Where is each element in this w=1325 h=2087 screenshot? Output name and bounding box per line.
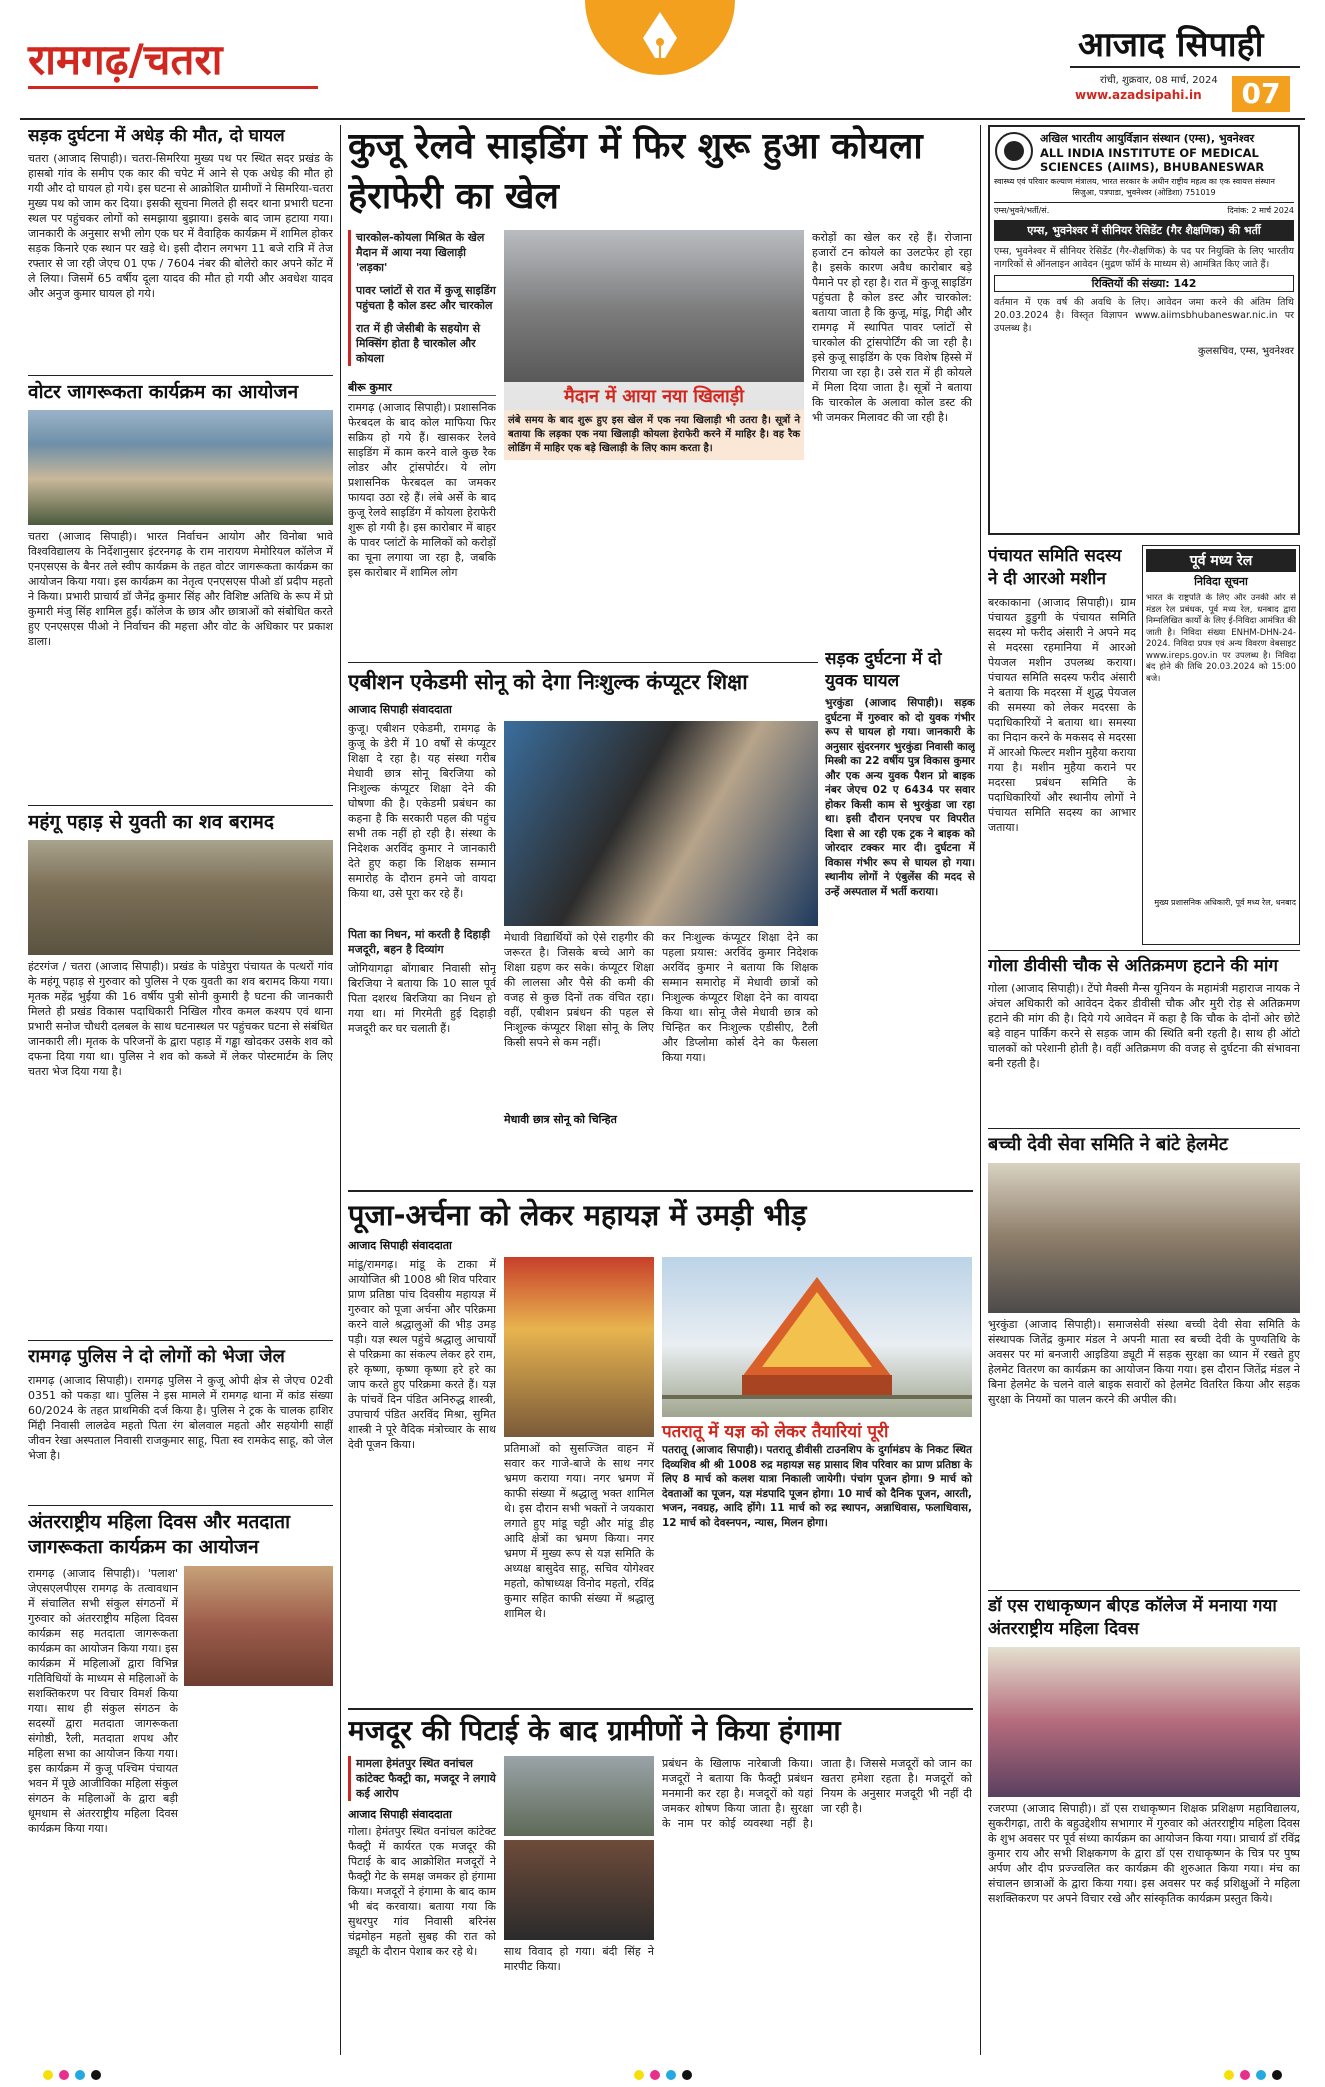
photo-voter-rally — [28, 410, 333, 525]
divider — [348, 1708, 973, 1710]
ad-org-hindi: अखिल भारतीय आयुर्विज्ञान संस्थान (एम्स), भुवनेश्वर — [1040, 132, 1255, 145]
byline: आजाद सिपाही संवाददाता — [348, 703, 452, 716]
article-body: रजरप्पा (आजाद सिपाही)। डॉ एस राधाकृष्णन शिक्षक प्रशिक्षण महाविद्यालय, सुकरीगढ़ा, तारी के बहुउद्देशीय सभागार में गुरुवार को अंतरराष्ट्रीय महिला दिवस के शुभ अवसर पर पूर्व संध्या कार्यक्रम का आयोजन किया गया। प्राचार्य डॉ रविंद्र कुमार राय और सभी शिक्षकगण के द्वारा डॉ एस राधाकृष्णन के चित्र पर पुष्प अर्पण और दीप प्रज्ज्वलित कर कार्यक्रम की शुरुआत किया गया। मंच का संचालन छात्राओं के द्वारा किया गया। इस अवसर पर कई प्रशिक्षुओं ने महिला सशक्तिकरण पर अपने विचार रखे और सांस्कृतिक कार्यक्रम प्रस्तुत किये। — [988, 1802, 1300, 1905]
tender-subtitle: निविदा सूचना — [1194, 575, 1248, 588]
divider — [348, 1190, 973, 1192]
headline: अंतरराष्ट्रीय महिला दिवस और मतदाता जागरूकता कार्यक्रम का आयोजन — [28, 1511, 291, 1558]
photo-pandal — [662, 1257, 972, 1417]
headline: रामगढ़ पुलिस ने दो लोगों को भेजा जेल — [28, 1346, 285, 1367]
ad-sign: कुलसचिव, एम्स, भुवनेश्वर — [1197, 346, 1294, 357]
article-voter-awareness — [28, 380, 333, 805]
ad-address: सिजुआ, पत्रपाडा, भुवनेश्वर (ओडिशा) 751019 — [1072, 188, 1216, 197]
article-body-3: मेधावी विद्यार्थियों को ऐसे राहगीर की जरूरत है। जिसके बच्चे आगे का शिक्षा ग्रहण कर सके। कंप्यूटर शिक्षा की लालसा और पैसे की कमी की वजह से कुछ दिनों तक वंचित रहा। वहीं, एबीशन प्रबंधन की पहल से निःशुल्क कंप्यूटर शिक्षा सोनू के लिए किसी सपने से कम नहीं। — [504, 931, 654, 1049]
highlight-3: रात में ही जेसीबी के सहयोग से मिक्सिंग होता है चारकोल और कोयला — [356, 322, 481, 365]
headline: डॉ एस राधाकृष्णन बीएड कॉलेज में मनाया गया अंतरराष्ट्रीय महिला दिवस — [988, 1596, 1277, 1639]
highlight: मामला हेमंतपुर स्थित वनांचल कांटेक्ट फैक्ट्री का, मजदूर ने लगाये कई आरोप — [348, 1756, 496, 1801]
article-body: रामगढ़ (आजाद सिपाही)। 'पलाश' जेएसएलपीएस रामगढ़ के तत्वावधान में संचालित सभी संकुल संगठनों में गुरुवार को अंतरराष्ट्रीय महिला दिवस कार्यक्रम सह मतदाता जागरूकता कार्यक्रम का आयोजन किया गया। इस कार्यक्रम में महिलाओं द्वारा विभिन्न गतिविधियों के माध्यम से महिलाओं के सशक्तिकरण पर विचार विमर्श किया गया। साथ ही संकुल संगठन के सदस्यों द्वारा मतदाता जागरूकता संगोष्ठी, रैली, मतदाता शपथ और महिला सभा का आयोजन किया गया। इस कार्यक्रम में कुजू पश्चिम पंचायत भवन में पूछे आजीविका महिला संकुल संगठन के महिलाओं के द्वारा बड़ी धूमधाम से अंतरराष्ट्रीय महिला दिवस कार्यक्रम किया गया। — [28, 1567, 178, 1835]
article-body: मांडू/रामगढ़। मांडू के टाका में आयोजित श्री 1008 श्री शिव परिवार प्राण प्रतिष्ठा पांच दिवसीय महायज्ञ में गुरुवार को पूजा अर्चना और परिक्रमा करने वाले श्रद्धालुओं की भीड़ उमड़ पड़ी। यज्ञ स्थल पहुंचे श्रद्धालु आचार्यों से परिक्रमा का संकल्प लेकर हरे राम, हरे कृष्णा, कृष्णा कृष्णा हरे हरे का जाप करते हुए परिक्रमा करते हैं। यज्ञ के पांचवें दिन पंडित अनिरुद्ध शास्त्री, उपाचार्य पंडित अरविंद मिश्रा, सुमित शास्त्री ने पूरे वैदिक मंत्रोच्चार के साथ देवी पूजन किया। — [348, 1258, 496, 1451]
highlight-1: चारकोल-कोयला मिश्रित के खेल मैदान में आया नया खिलाड़ी 'लड़का' — [356, 231, 485, 274]
article-body-cont: करोड़ों का खेल कर रहे हैं। रोजाना हजारों टन कोयले का उलटफेर हो रहा है। इसके कारण अवैध कारोबार बड़े पैमाने पर हो रहा है। रात में कुजू साइडिंग पहुंचता है कोल डस्ट और चारकोल: बताया जाता है कि कुजू, मांडू, गिद्दी और रामगढ़ में स्थापित पावर प्लांटों से चारकोल की ट्रांसपोर्टिंग की जा रही है। इसे कुजू साइडिंग के एक विशेष हिस्से में गिराया जा रहा है। उसे रात में ही कोयले में मिला दिया जाता है। सूत्रों ने बताया कि चारकोल के अलावा कोल डस्ट की भी जमकर मिलावट की जा रही है। — [812, 231, 972, 424]
photo-helmet-distribution — [988, 1163, 1300, 1313]
ad-body: एम्स, भुवनेश्वर में सीनियर रेसिडेंट (गैर-शैक्षणिक) के पद पर नियुक्ति के लिए भारतीय नागरिकों से ऑनलाइन आवेदन (मुद्रण फॉर्म के माध्यम से) आमंत्रित किए जाते हैं। — [994, 246, 1294, 270]
section-underline — [28, 86, 318, 89]
page-number: 07 — [1232, 76, 1290, 112]
divider — [348, 662, 818, 663]
ad-railway-tender — [1142, 545, 1300, 945]
article-body: भुरकुंडा (आजाद सिपाही)। समाजसेवी संस्था बच्ची देवी सेवा समिति के संस्थापक जितेंद्र कुमार मंडल ने अपनी माता स्व बच्ची देवी के पुण्यतिथि के अवसर पर मां बनजारी आइडिया ड्यूटी में सड़क सुरक्षा का ध्यान में रखते हुए हेलमेट वितरण का कार्यक्रम का आयोजन किया गया। इस दौरान जितेंद्र मंडल ने बिना हेलमेट के चलने वाले बाइक सवारों को हेलमेट वितरित किया और सड़क सुरक्षा के नियमों का पालन करने की अपील की। — [988, 1318, 1300, 1406]
ad-date: दिनांक: 2 मार्च 2024 — [1227, 206, 1294, 215]
byline: आजाद सिपाही संवाददाता — [348, 1808, 452, 1821]
ad-aiims — [988, 125, 1300, 535]
paper-name: आजाद सिपाही — [1078, 25, 1264, 65]
tender-body: भारत के राष्ट्रपति के लिए और उनकी ओर से मंडल रेल प्रबंधक, पूर्व मध्य रेल, धनबाद द्वारा निम्नलिखित कार्यों के लिए ई-निविदा आमंत्रित की जाती है। निविदा संख्या ENHM-DHN-24-2024. निविदा प्रपत्र एवं अन्य विवरण वेबसाइट www.ireps.gov.in पर उपलब्ध है। निविदा बंद होने की तिथि 20.03.2024 को 15:00 बजे। — [1146, 593, 1296, 684]
headline: सड़क दुर्घटना में दो युवक घायल — [825, 649, 942, 691]
photo-student-certificate — [504, 721, 818, 926]
article-encroachment — [988, 955, 1300, 1125]
photo-coal-pile — [504, 230, 804, 410]
divider — [988, 1128, 1300, 1129]
byline: बीरू कुमार — [348, 380, 496, 396]
article-body: चतरा (आजाद सिपाही)। चतरा-सिमरिया मुख्य पथ पर स्थित सदर प्रखंड के हासबो गांव के समीप एक कार की चपेट में आने से एक अधेड़ की मौत हो गयी और दो घायल हो गये। इस घटना से आक्रोशित ग्रामीणों ने सिमरिया-चतरा मुख्य पथ को जाम कर दिया। इसकी सूचना मिलते ही सदर थाना प्रभारी घटना स्थल पर पहुंचकर लोगों को समझाया बुझाया। इसके बाद जाम हटाया गया। जानकारी के अनुसार सभी लोग एक घर में वैवाहिक कार्यक्रम में शामिल होकर सड़क किनारे एक स्थान पर खड़े थे। इसी दौरान लगभग 11 बजे रात्रि में तेज रफ्तार से जा रही जेएच 01 एफ / 7604 नंबर की बोलेरो कार अपने कोंट में ले लिया। जिसमें 65 वर्षीय दूला यादव की मौत हो गयी और अवधेश यादव और अनुज कुमार घायल हो गये। — [28, 152, 333, 300]
tender-title: पूर्व मध्य रेल — [1146, 549, 1296, 572]
headline: पंचायत समिति सदस्य ने दी आरओ मशीन — [988, 546, 1122, 589]
photo-caption: मेधावी छात्र सोनू को चिन्हित — [504, 1113, 617, 1126]
article-helmet — [988, 1133, 1300, 1588]
divider — [988, 1590, 1300, 1591]
headline: महंगू पहाड़ से युवती का शव बरामद — [28, 811, 274, 833]
color-registration-marks — [40, 2065, 1285, 2081]
article-computer-education — [348, 668, 818, 1188]
headline: बच्ची देवी सेवा समिति ने बांटे हेलमेट — [988, 1134, 1228, 1155]
subarticle-headline: पतरातू में यज्ञ को लेकर तैयारियां पूरी — [662, 1422, 889, 1442]
column-rule-1 — [340, 125, 341, 2055]
headline: एबीशन एकेडमी सोनू को देगा निःशुल्क कंप्यूटर शिक्षा — [348, 670, 748, 694]
article-police-jail — [28, 1345, 333, 1505]
headline: पूजा-अर्चना को लेकर महायज्ञ में उमड़ी भीड़ — [348, 1198, 807, 1232]
article-labour-protest — [348, 1712, 973, 2057]
divider — [28, 805, 333, 806]
article-accident-2 — [825, 648, 975, 1188]
ad-subtitle: स्वास्थ्य एवं परिवार कल्याण मंत्रालय, भारत सरकार के अधीन राष्ट्रीय महत्व का एक स्वायत्त संस्थान — [994, 177, 1275, 186]
article-body: बरकाकाना (आजाद सिपाही)। ग्राम पंचायत डुडुगी के पंचायत समिति सदस्य मो फरीद अंसारी ने अपने मद से मदरसा रहमानिया में आरओ पेयजल मशीन उपलब्ध कराया। पंचायत समिति सदस्य फरीद अंसारी ने बताया कि मदरसा में शुद्ध पेयजल की समस्या को लेकर मदरसा के पदाधिकारियों ने बताया था। समस्या का निदान करने के मकसद से मदरसा में आरओ फिल्टर मशीन मुहैया कराया गया है। मशीन मुहैया कराने पर मदरसा प्रबंधन समिति के पदाधिकारियों और स्थानीय लोगों ने पंचायत समिति सदस्य का आभार जताया। — [988, 596, 1136, 834]
tender-footer: मुख्य प्रशासनिक अधिकारी, पूर्व मध्य रेल, धनबाद — [1154, 898, 1296, 907]
article-ro-machine — [988, 545, 1136, 945]
article-body-2: प्रबंधन के खिलाफ नारेबाजी किया। मजदूरों ने बताया कि फैक्ट्री प्रबंधन मनमानी कर रहा है। मजदूरों को यहां जमकर शोषण किया जाता है। सुरक्षा के नाम पर कोई व्यवस्था नहीं है। जाता है। जिससे मजदूरों को जान का खतरा हमेशा रहता है। मजदूरों को नियम के अनुसार मजदूरी भी नहीं दी जा रही है। — [662, 1757, 972, 1830]
article-body: गोला। हेमंतपुर स्थित वनांचल कांटेक्ट फैक्ट्री में कार्यरत एक मजदूर की पिटाई के बाद आक्रोशित मजदूरों ने फैक्ट्री गेट के समक्ष जमकर हो हंगामा किया। मजदूरों ने हंगामा के बाद काम भी बंद करवाया। बताया गया कि सुथरपुर गांव निवासी बरिनंस चंद्रमोहन महतो सुबह की रात को ड्यूटी के दौरान पेशाब कर रहे थे। — [348, 1825, 496, 1958]
website[interactable]: www.azadsipahi.in — [1075, 88, 1202, 102]
divider — [988, 950, 1300, 951]
ad-ref: एम्स/भुवने/भर्ती/सं. — [994, 206, 1050, 215]
headline: सड़क दुर्घटना में अधेड़ की मौत, दो घायल — [28, 126, 285, 146]
headline: गोला डीवीसी चौक से अतिक्रमण हटाने की मांग — [988, 956, 1278, 976]
photo-women-group — [184, 1566, 333, 1686]
aiims-logo-icon — [994, 131, 1034, 171]
photo-devotees — [504, 1257, 654, 1437]
column-rule-2 — [980, 125, 981, 2055]
article-body: गोला (आजाद सिपाही)। टेंपो मैक्सी मैन्स यूनियन के महामंत्री महाराज नायक ने अंचल अधिकारी को आवेदन देकर डीवीसी चौक और मुरी रोड़ से अतिक्रमण हटाने की मांग की है। दिये गये आवेदन में कहा है कि चौक के दोनों ओर छोटे बड़े वाहन पार्किंग करने से सड़क जाम की स्थिति बनी रहती है। साथ ही ऑटो चालकों को परेशानी होती है। वहीं अतिक्रमण की वजह से दुर्घटना की संभावना बनी रहती है। — [988, 982, 1300, 1070]
ad-more: वर्तमान में एक वर्ष की अवधि के लिए। आवेदन जमा करने की अंतिम तिथि 20.03.2024 है। विस्तृत विज्ञापन www.aiimsbhubaneswar.nic.in पर उपलब्ध है। — [994, 297, 1294, 334]
subarticle-body: पतरातू (आजाद सिपाही)। पतरातू डीवीसी टाउनशिप के दुर्गामंडप के निकट स्थित दिव्यशिव श्री श्री 1008 रुद्र महायज्ञ सह प्रासाद शिव परिवार का प्राण प्रतिष्ठा के लिए 8 मार्च को कलश यात्रा निकाली जायेगी। पंचांग पूजन होगा। 9 मार्च को देवताओं का पूजन, यज्ञ मंडपादि पूजन होगा। 10 मार्च को दैनिक पूजन, आरती, भजन, नवग्रह, आदि होंगे। 11 मार्च को रुद्र स्थापन, अन्नाधिवास, फलाधिवास, 12 मार्च को देवस्नपन, न्यास, मिलन होगा। — [662, 1444, 972, 1529]
article-body-4: कर निःशुल्क कंप्यूटर शिक्षा देने का पहला प्रयास: अरविंद कुमार निदेशक अरविंद कुमार ने बताया कि शिक्षक सम्मान समारोह में मेधावी छात्रों को निःशुल्क कंप्यूटर शिक्षा देने का वायदा किया था। सोनू जैसे मेधावी छात्र को चिन्हित कर निःशुल्क एडीसीए, टैली और डिप्लोमा कोर्स देने का फैसला किया गया। — [662, 931, 818, 1064]
masthead — [0, 0, 1325, 118]
article-body-2: प्रतिमाओं को सुसज्जित वाहन में सवार कर गाजे-बाजे के साथ नगर भ्रमण कराया गया। नगर भ्रमण में काफी संख्या में श्रद्धालु भक्त शामिल थे। इस दौरान सभी भक्तों ने जयकारा लगाते हुए मांडू चट्टी और मांडू डीह आदि क्षेत्रों का भ्रमण किया। नगर भ्रमण में मुख्य रूप से यज्ञ समिति के अध्यक्ष बासुदेव साहू, सचिव योगेश्वर महतो, कोषाध्यक्ष विनोद महतो, रविंद्र कुमार सहित काफी संख्या में श्रद्धालु शामिल थे। — [504, 1442, 654, 1620]
header-rule — [1070, 66, 1300, 68]
article-mahayagya — [348, 1196, 973, 1706]
article-body: कुजू। एबीशन एकेडमी, रामगढ़ के कुजू के डेरी में 10 वर्षों से कंप्यूटर शिक्षा दे रहा है। यह संस्था गरीब मेधावी छात्र सोनू बिरजिया को निःशुल्क कंप्यूटर शिक्षा देने की घोषणा की है। एकेडमी प्रबंधन का कहना है कि सरकारी पहल की पहुंच सभी तक नहीं हो रही है। संस्था के निदेशक अरविंद कुमार ने जानकारी देते हुए कहा कि शिक्षक सम्मान समारोह के दौरान हमने जो वायदा किया था, उसे पूरा कर रहे हैं। — [348, 722, 496, 900]
byline: आजाद सिपाही संवाददाता — [348, 1239, 452, 1252]
article-body-found — [28, 810, 333, 1340]
photo-caption: लंबे समय के बाद शुरू हुए इस खेल में एक नया खिलाड़ी भी उतरा है। सूत्रों ने बताया कि लड़का एक नया खिलाड़ी कोयला हेराफेरी करने में माहिर है। वह रैक लोडिंग में माहिर एक बड़े खिलाड़ी के लिए काम करता है। — [504, 410, 804, 460]
headline: वोटर जागरूकता कार्यक्रम का आयोजन — [28, 381, 299, 403]
headline: मजदूर की पिटाई के बाद ग्रामीणों ने किया हंगामा — [348, 1714, 841, 1747]
headline: कुजू रेलवे साइडिंग में फिर शुरू हुआ कोयला हेराफेरी का खेल — [348, 126, 923, 217]
top-rule — [20, 118, 1305, 120]
divider — [28, 1340, 333, 1341]
article-body: चतरा (आजाद सिपाही)। भारत निर्वाचन आयोग और विनोबा भावे विश्वविद्यालय के निर्देशानुसार इंटरनगढ़ के राम नारायण मेमोरियल कॉलेज में एनएसएस के बैनर तले स्वीप कार्यक्रम के तहत वोटर जागरूकता कार्यक्रम का आयोजन किया गया। इस कार्यक्रम का नेतृत्व एनएसएस पीओ डॉ प्रदीप महतो ने किया। प्रभारी प्राचार्य डॉ जैनेंद्र कुमार सिंह और विशिष्ट अतिथि के रूप में प्रो कुमारी मंजु सिंह शामिल हुईं। कॉलेज के छात्र और छात्राओं को संबोधित करते हुए एनएसएस पीओ ने निर्वाचन की महत्ता और वोट के अधिकार पर प्रकाश डाला। — [28, 530, 333, 648]
photo-worker — [504, 1840, 654, 1940]
photo-caption-title: मैदान में आया नया खिलाड़ी — [504, 382, 804, 410]
ad-heading: एम्स, भुवनेश्वर में सीनियर रेसिडेंट (गैर शैक्षणिक) की भर्ती — [994, 220, 1294, 241]
article-body-2: जोगियागढ़ा बोंगाबार निवासी सोनू बिरजिया ने बताया कि 10 साल पूर्व पिता दशरथ बिरजिया का निधन हो गया था। मां गिरमेती हुई दिहाड़ी मजदूरी कर घर चलाती हैं। — [348, 962, 496, 1035]
article-womens-day-2 — [988, 1595, 1300, 2055]
article-accident-1 — [28, 125, 333, 375]
article-body: भुरकुंडा (आजाद सिपाही)। सड़क दुर्घटना में गुरुवार को दो युवक गंभीर रूप से घायल हो गया। जानकारी के अनुसार सुंदरनगर भुरकुंडा निवासी कालू मिस्त्री का 22 वर्षीय पुत्र विकास कुमार और एक अन्य युवक पैशन प्रो बाइक नंबर जेएच 02 ए 6434 पर सवार होकर किसी काम से भुरकुंडा जा रहा था। इसी दौरान एनएच पर विपरीत दिशा से आ रही एक ट्रक ने बाइक को जोरदार टक्कर मार दी। दुर्घटना में विकास गंभीर रूप से घायल हो गया। स्थानीय लोगों ने एंबुलेंस की मदद से उन्हें अस्पताल में भर्ती कराया। — [825, 697, 975, 898]
section-title: रामगढ़/चतरा — [28, 35, 223, 84]
highlight-list — [348, 230, 496, 366]
photo-college-group — [988, 1647, 1300, 1797]
highlight-2: पावर प्लांटों से रात में कुजू साइडिंग पहुंचता है कोल डस्ट और चारकोल — [356, 284, 496, 312]
photo-crowd — [504, 1756, 654, 1836]
photo-caption: साथ विवाद हो गया। बंदी सिंह ने मारपीट किया। — [504, 1945, 654, 1973]
divider — [28, 375, 333, 376]
article-coal-siding — [348, 122, 973, 662]
date-line: रांची, शुक्रवार, 08 मार्च, 2024 — [1100, 75, 1218, 86]
article-body: रामगढ़ (आजाद सिपाही)। रामगढ़ पुलिस ने कुजू ओपी क्षेत्र से जेएच 02वी 0351 को पकड़ा था। पुलिस ने इस मामले में रामगढ़ थाना में कांड संख्या 60/2024 के तहत प्राथमिकी दर्ज किया है। पुलिस ने ट्रक के चालक हाशिर मिंद्दी निवासी लालढेव महतो पिता रंग बोलवाल महतो और सहयोगी साहीं जीवन रेखा अस्पताल निवासी राजकुमार साहू, पिता स्व रामकेद साहू, को जेल भेजा है। — [28, 1374, 333, 1462]
article-body: रामगढ़ (आजाद सिपाही)। प्रशासनिक फेरबदल के बाद कोल माफिया फिर सक्रिय हो गये हैं। खासकर रेलवे साइडिंग में काम करने वाले कुछ रैक लोडर और ट्रांसपोर्टर। ये लोग प्रशासनिक फेरबदल का जमकर फायदा उठा रहे हैं। लंबे अर्से के बाद कुजू रेलवे साइडिंग में कोयला हेराफेरी शुरू हो गयी है। इस कारोबार में बाहर के पावर प्लांटों के मालिकों को करोड़ों का चूना लगाया जा रहा है, जबकि इस कारोबार में शामिल लोग — [348, 401, 496, 579]
ad-vacancies: रिक्तियों की संख्या: 142 — [994, 275, 1294, 292]
article-body: हंटरगंज / चतरा (आजाद सिपाही)। प्रखंड के पांडेपुरा पंचायत के पत्थरों गांव के महंगू पहाड़ से गुरुवार को पुलिस ने एक युवती का शव बरामद किया गया। मृतक महेंद्र भुईंया की 16 वर्षीय पुत्री सोनी कुमारी है घटना की जानकारी मिलते ही प्रखंड विकास पदाधिकारी निखिल गौरव कमल कश्यप एवं थाना प्रभारी सनोज चौधरी दलबल के साथ घटनास्थल पर पहुंचकर घटना से संबंधित जानकारी ली। मृतक के परिजनों के द्वारा पहाड़ में गड्ढा खोदकर उसके शव को दफना दिया गया था। पुलिस ने शव को कब्जे में लेकर पोस्टमार्टम के लिए चतरा भेज दिया गया है। — [28, 960, 333, 1078]
pen-nib-icon — [585, 0, 735, 75]
photo-hill-search — [28, 840, 333, 955]
subheading: पिता का निधन, मां करती है दिहाड़ी मजदूरी, बहन है दिव्यांग — [348, 928, 490, 956]
divider — [28, 1505, 333, 1506]
ad-org-english: ALL INDIA INSTITUTE OF MEDICAL SCIENCES (AIIMS), BHUBANESWAR — [1040, 146, 1265, 174]
article-womens-day-1 — [28, 1510, 333, 2055]
temple-icon — [662, 1257, 972, 1417]
